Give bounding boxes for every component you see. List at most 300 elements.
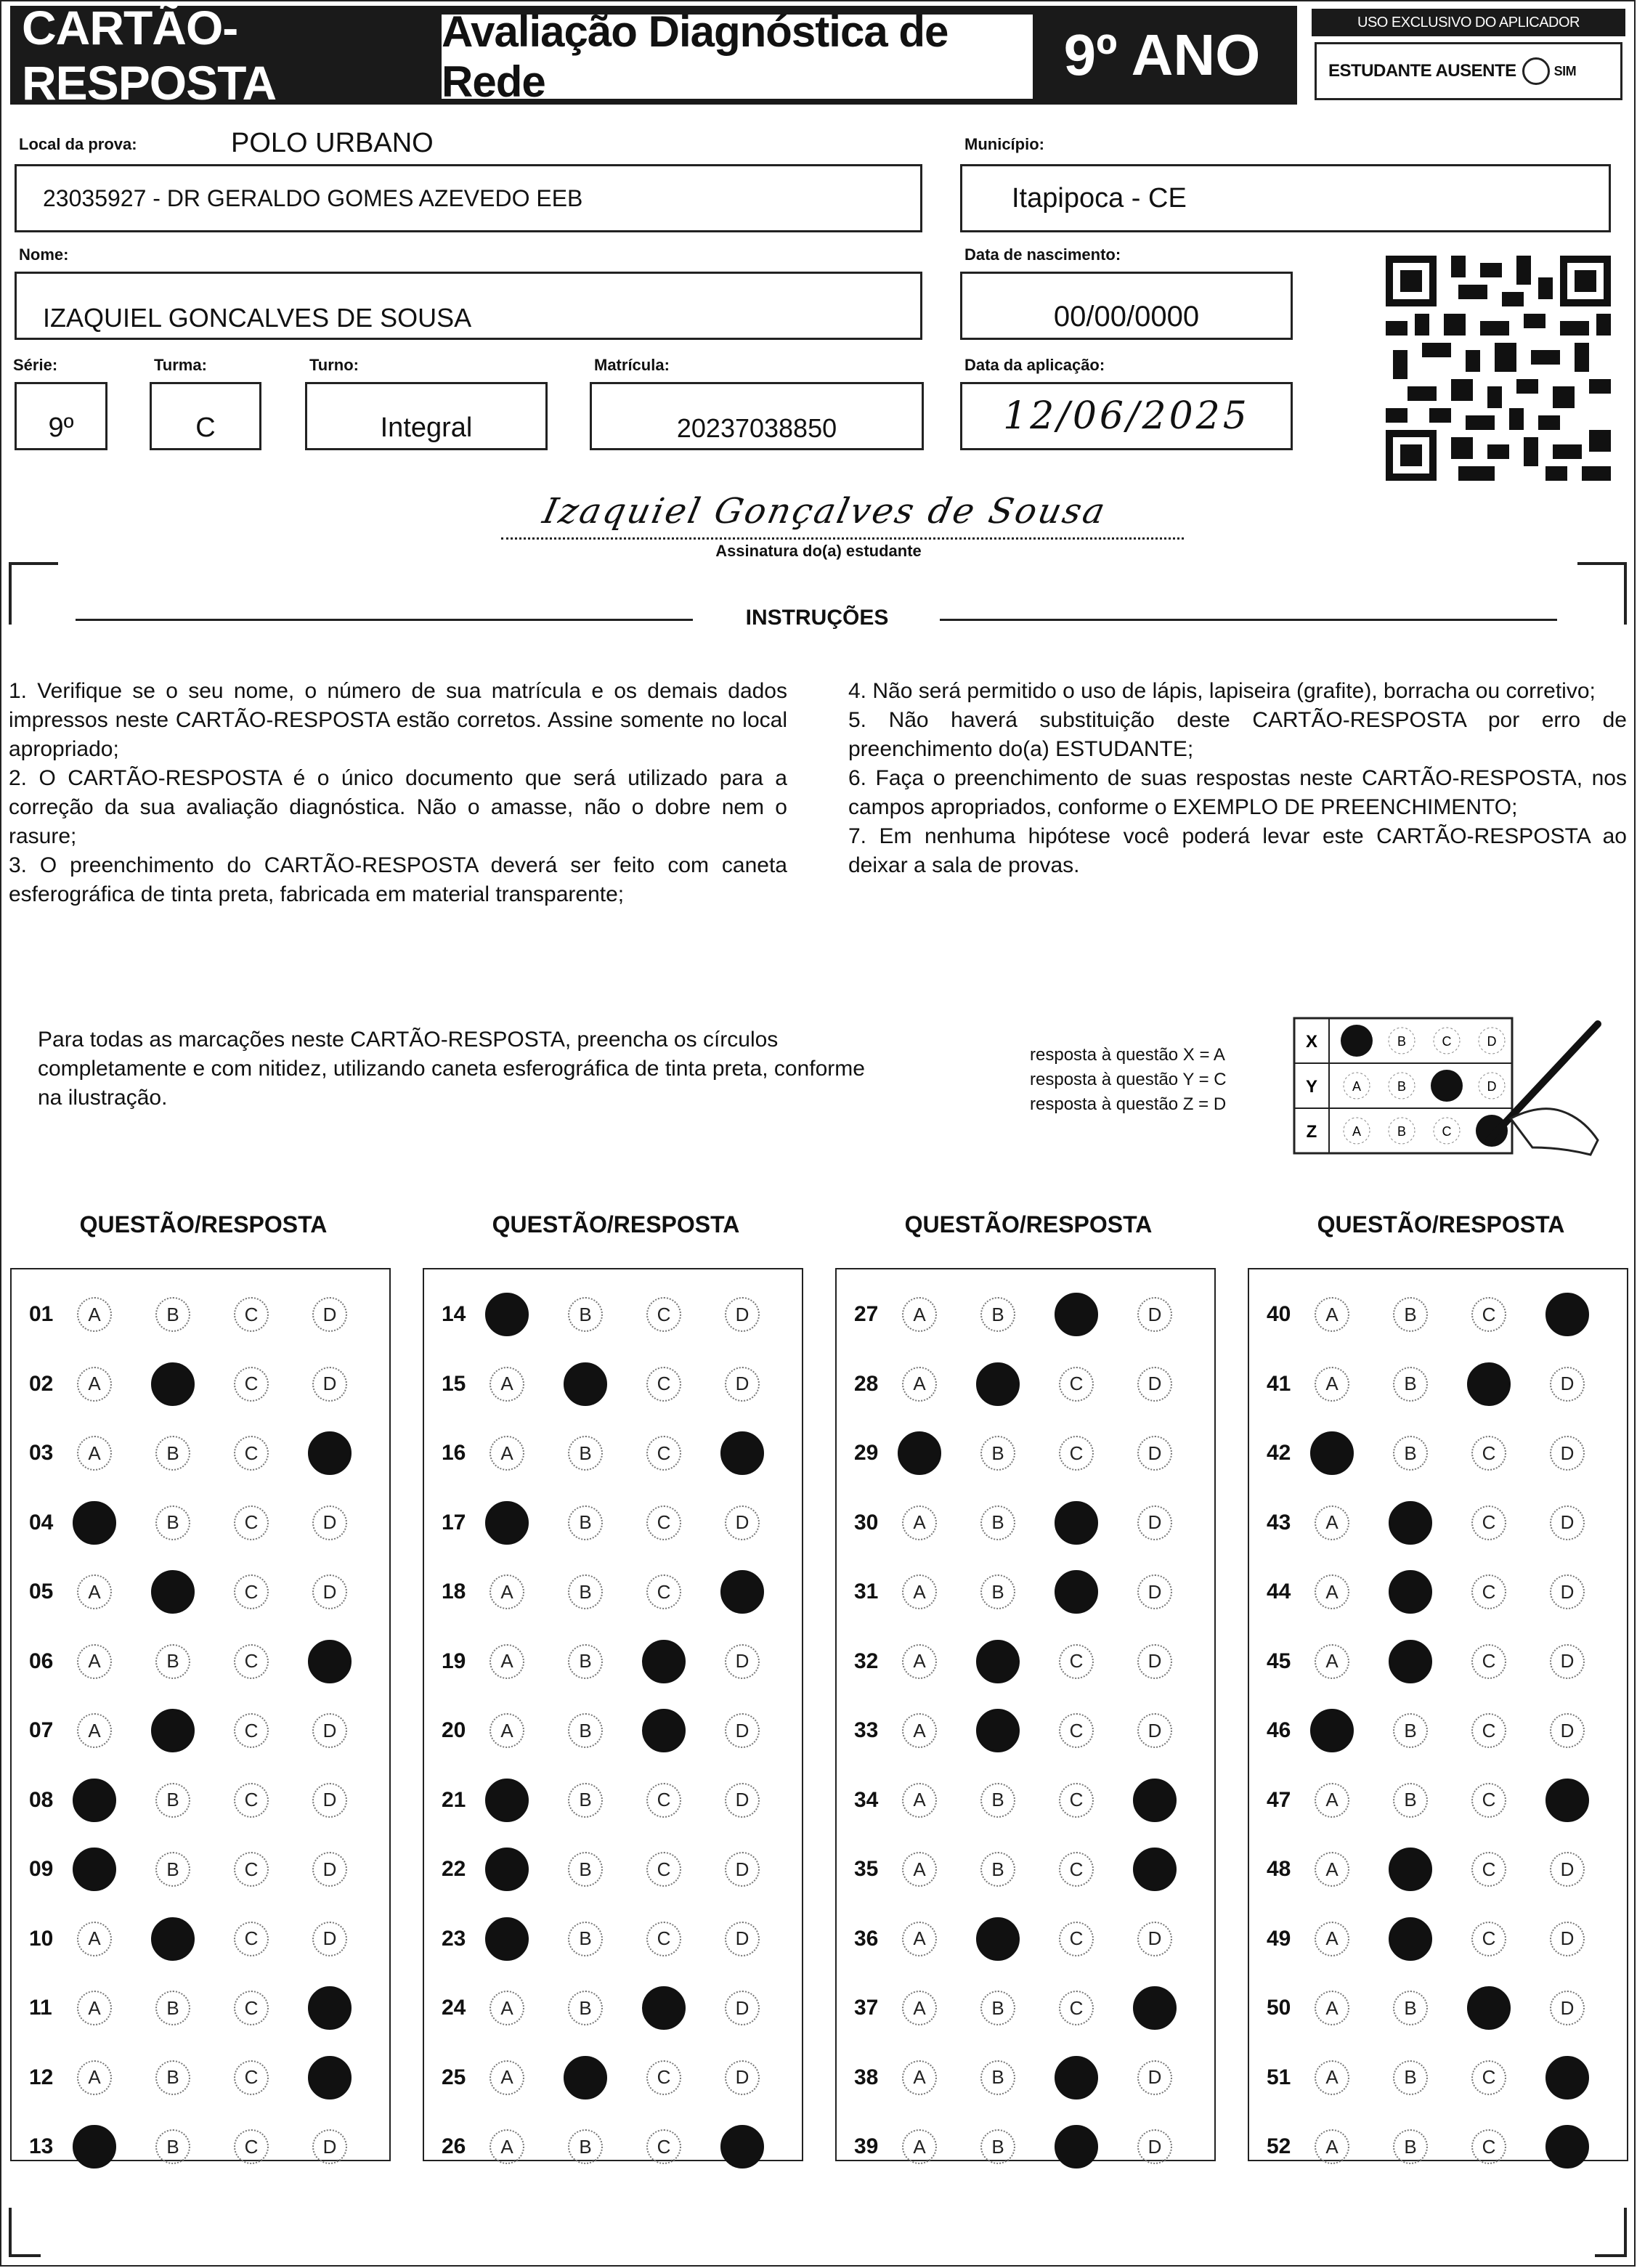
aplicacao-field[interactable]: [960, 382, 1293, 450]
answer-bubble-a[interactable]: A: [77, 1297, 112, 1332]
answer-row: [1254, 1640, 1628, 1683]
answer-row: [16, 1848, 391, 1891]
answer-bubble-c[interactable]: C: [234, 1713, 269, 1748]
answer-bubble-a[interactable]: A: [1315, 2129, 1349, 2164]
answer-bubble-b[interactable]: B: [155, 1297, 190, 1332]
question-number: 48: [1267, 1857, 1291, 1881]
answer-bubble-b[interactable]: [1389, 1917, 1432, 1961]
example-filled-bubble: [1431, 1070, 1463, 1102]
answer-bubble-a[interactable]: A: [902, 1991, 937, 2025]
turno-value: Integral: [380, 412, 473, 443]
answer-bubble-a[interactable]: A: [77, 1644, 112, 1679]
answer-bubble-a[interactable]: A: [1315, 1297, 1349, 1332]
answer-bubble-c[interactable]: C: [646, 1783, 681, 1818]
answer-row: [1254, 1293, 1628, 1336]
answer-bubble-b[interactable]: [1389, 1848, 1432, 1891]
answer-bubble-d[interactable]: D: [725, 1644, 760, 1679]
answer-bubble-d[interactable]: D: [725, 1922, 760, 1956]
question-number: 03: [29, 1441, 54, 1465]
question-number: 35: [854, 1857, 879, 1881]
answer-row: [16, 1362, 391, 1406]
answer-bubble-b[interactable]: B: [568, 1297, 603, 1332]
answer-bubble-d[interactable]: D: [725, 1713, 760, 1748]
answer-bubble-d[interactable]: D: [1137, 1922, 1172, 1956]
answer-bubble-d[interactable]: D: [1137, 1713, 1172, 1748]
question-number: 20: [442, 1718, 466, 1742]
answer-bubble-a[interactable]: A: [77, 1922, 112, 1956]
nascimento-field[interactable]: [960, 272, 1293, 340]
answer-bubble-b[interactable]: B: [1393, 2060, 1428, 2095]
answer-bubble-c[interactable]: C: [234, 1436, 269, 1471]
instruction-item: 1. Verifique se o seu nome, o número de sua matrícula e os demais dados impressos neste CARTÃO-RESPOSTA estão corretos. Assine somente no local apropriado;: [9, 679, 787, 761]
absent-box: [1315, 42, 1622, 100]
grade-year: 9º ANO: [1063, 23, 1261, 87]
answer-row: [1254, 1779, 1628, 1822]
answer-bubble-b[interactable]: B: [980, 1505, 1015, 1540]
answer-bubble-b[interactable]: [151, 1570, 195, 1614]
answer-bubble-c[interactable]: C: [646, 1367, 681, 1402]
answer-bubble-a[interactable]: A: [77, 1574, 112, 1609]
question-number: 08: [29, 1787, 54, 1812]
answer-bubble-a[interactable]: A: [1315, 1505, 1349, 1540]
answer-bubble-a[interactable]: [1310, 1431, 1354, 1475]
answer-row: [428, 1501, 803, 1545]
answer-bubble-d[interactable]: D: [725, 1505, 760, 1540]
answer-bubble-d[interactable]: D: [1550, 1852, 1585, 1887]
answer-bubble-a[interactable]: A: [902, 1922, 937, 1956]
answer-row: [16, 2125, 391, 2169]
answer-row: [1254, 1709, 1628, 1752]
answer-bubble-d[interactable]: D: [1137, 2129, 1172, 2164]
answer-bubble-d[interactable]: [308, 1431, 352, 1475]
question-number: 51: [1267, 2065, 1291, 2089]
answer-bubble-a[interactable]: A: [1315, 1922, 1349, 1956]
answer-bubble-b[interactable]: B: [568, 1852, 603, 1887]
question-number: 43: [1267, 1510, 1291, 1535]
example-option-letter: C: [1442, 1124, 1452, 1139]
answer-row: [1254, 1848, 1628, 1891]
answer-bubble-b[interactable]: B: [980, 1783, 1015, 1818]
answer-bubble-a[interactable]: [485, 1293, 529, 1336]
answer-bubble-d[interactable]: D: [1137, 2060, 1172, 2095]
answer-bubble-c[interactable]: C: [646, 1297, 681, 1332]
answer-row: [428, 1640, 803, 1683]
answer-bubble-c[interactable]: C: [234, 1852, 269, 1887]
answer-bubble-c[interactable]: C: [1471, 1644, 1506, 1679]
example-option-letter: D: [1487, 1079, 1497, 1094]
answer-bubble-c[interactable]: C: [234, 1505, 269, 1540]
question-number: 34: [854, 1787, 879, 1812]
local-label: Local da prova:: [19, 135, 137, 153]
question-number: 42: [1267, 1441, 1291, 1465]
answer-bubble-a[interactable]: A: [1315, 1852, 1349, 1887]
answer-bubble-d[interactable]: [720, 1431, 764, 1475]
answer-bubble-b[interactable]: B: [568, 1505, 603, 1540]
answer-bubble-a[interactable]: A: [77, 1991, 112, 2025]
answer-bubble-b[interactable]: B: [980, 1852, 1015, 1887]
answer-bubble-c[interactable]: C: [1471, 1574, 1506, 1609]
answer-bubble-c[interactable]: C: [1471, 2060, 1506, 2095]
municipio-value: Itapipoca - CE: [1012, 182, 1187, 214]
answer-bubble-a[interactable]: A: [902, 1297, 937, 1332]
answer-bubble-c[interactable]: C: [1471, 1852, 1506, 1887]
answer-bubble-c[interactable]: C: [646, 2060, 681, 2095]
answer-bubble-b[interactable]: [151, 1917, 195, 1961]
answer-bubble-a[interactable]: A: [1315, 1367, 1349, 1402]
answer-bubble-a[interactable]: [898, 1431, 941, 1475]
answer-bubble-b[interactable]: [976, 1362, 1020, 1406]
answer-bubble-a[interactable]: A: [902, 1852, 937, 1887]
answer-bubble-a[interactable]: A: [902, 1783, 937, 1818]
answer-bubble-d[interactable]: [1545, 1293, 1589, 1336]
answer-bubble-a[interactable]: A: [1315, 1991, 1349, 2025]
answer-bubble-b[interactable]: [564, 2056, 607, 2100]
question-number: 36: [854, 1926, 879, 1951]
school-value: 23035927 - DR GERALDO GOMES AZEVEDO EEB: [43, 184, 583, 211]
question-number: 31: [854, 1580, 879, 1604]
instructions-corner-right: [1577, 562, 1627, 625]
answer-bubble-d[interactable]: D: [1550, 1644, 1585, 1679]
answer-row: [428, 2056, 803, 2100]
answer-bubble-b[interactable]: [976, 1640, 1020, 1683]
answer-bubble-c[interactable]: C: [646, 1922, 681, 1956]
answer-bubble-c[interactable]: C: [1059, 1783, 1094, 1818]
answer-bubble-a[interactable]: A: [1315, 1574, 1349, 1609]
answer-bubble-d[interactable]: [1133, 1848, 1177, 1891]
answer-bubble-d[interactable]: D: [1137, 1367, 1172, 1402]
answer-bubble-d[interactable]: [1133, 1779, 1177, 1822]
answer-bubble-b[interactable]: B: [1393, 1436, 1428, 1471]
example-option-letter: C: [1442, 1034, 1452, 1049]
matricula-field[interactable]: [590, 382, 924, 450]
answer-bubble-b[interactable]: [1389, 1501, 1432, 1545]
answer-bubble-d[interactable]: [308, 2056, 352, 2100]
fill-instructions: Para todas as marcações neste CARTÃO-RESPOSTA, preencha os círculos completamente e com nitidez, utilizando caneta esferográfica de tinta preta, conforme na ilustração.: [38, 1028, 865, 1110]
answer-bubble-b[interactable]: B: [980, 1574, 1015, 1609]
answer-bubble-c[interactable]: [1055, 1293, 1098, 1336]
answer-row: [16, 1640, 391, 1683]
answer-bubble-c[interactable]: C: [1059, 1852, 1094, 1887]
instruction-item: 3. O preenchimento do CARTÃO-RESPOSTA deverá ser feito com caneta esferográfica de tinta preta, fabricada em material transparente;: [9, 853, 787, 906]
answer-bubble-c[interactable]: C: [1471, 1922, 1506, 1956]
answer-bubble-c[interactable]: C: [234, 1367, 269, 1402]
answer-bubble-d[interactable]: D: [312, 1574, 347, 1609]
question-number: 04: [29, 1510, 54, 1535]
aplicacao-label: Data da aplicação:: [964, 356, 1105, 374]
question-number: 27: [854, 1302, 879, 1326]
answer-bubble-b[interactable]: [564, 1362, 607, 1406]
answer-row: [16, 1570, 391, 1614]
example-labels: [1030, 1043, 1227, 1117]
answer-bubble-c[interactable]: [642, 1640, 686, 1683]
answer-bubble-d[interactable]: D: [725, 1297, 760, 1332]
answer-bubble-a[interactable]: [73, 2125, 116, 2169]
answer-bubble-c[interactable]: [1055, 1570, 1098, 1614]
instructions-corner-left: [9, 562, 58, 625]
answer-bubble-a[interactable]: A: [490, 2129, 524, 2164]
answer-bubble-d[interactable]: [1545, 2056, 1589, 2100]
answer-bubble-b[interactable]: B: [980, 1991, 1015, 2025]
answer-bubble-a[interactable]: A: [490, 1713, 524, 1748]
answer-column-header: QUESTÃO/RESPOSTA: [904, 1211, 1153, 1237]
answer-bubble-a[interactable]: A: [490, 1644, 524, 1679]
answer-bubble-b[interactable]: B: [980, 1297, 1015, 1332]
answer-bubble-c[interactable]: [642, 1986, 686, 2030]
answer-bubble-a[interactable]: A: [77, 2060, 112, 2095]
answer-bubble-b[interactable]: [151, 1362, 195, 1406]
answer-bubble-c[interactable]: C: [1471, 1297, 1506, 1332]
answer-bubble-b[interactable]: B: [568, 1783, 603, 1818]
question-number: 18: [442, 1580, 466, 1604]
instruction-item: 2. O CARTÃO-RESPOSTA é o único documento que será utilizado para a correção da sua avaliação diagnóstica. Não o amasse, não o dobre nem o rasure;: [9, 766, 787, 848]
answer-bubble-b[interactable]: [1389, 1640, 1432, 1683]
answer-bubble-b[interactable]: B: [980, 2129, 1015, 2164]
example-option-letter: B: [1397, 1079, 1407, 1094]
answer-bubble-d[interactable]: D: [312, 1367, 347, 1402]
answer-bubble-d[interactable]: D: [312, 1297, 347, 1332]
answer-bubble-b[interactable]: B: [568, 1922, 603, 1956]
turma-field[interactable]: [150, 382, 261, 450]
example-question-label: Y: [1305, 1077, 1318, 1097]
answer-bubble-c[interactable]: [642, 1709, 686, 1752]
answer-bubble-b[interactable]: B: [155, 1852, 190, 1887]
answer-bubble-c[interactable]: C: [1059, 1991, 1094, 2025]
answer-bubble-b[interactable]: B: [155, 2060, 190, 2095]
answer-row: [428, 1779, 803, 1822]
answer-bubble-a[interactable]: A: [77, 1367, 112, 1402]
answer-bubble-a[interactable]: A: [1315, 2060, 1349, 2095]
answer-bubble-a[interactable]: A: [490, 1436, 524, 1471]
answer-bubble-a[interactable]: [485, 1848, 529, 1891]
answer-bubble-a[interactable]: [485, 1501, 529, 1545]
answer-bubble-c[interactable]: C: [646, 1436, 681, 1471]
answer-bubble-a[interactable]: A: [490, 1574, 524, 1609]
answer-row: [841, 1917, 1216, 1961]
answer-bubble-a[interactable]: [73, 1779, 116, 1822]
answer-row: [1254, 1917, 1628, 1961]
absent-checkbox[interactable]: [1522, 57, 1550, 85]
answer-bubble-c[interactable]: C: [234, 1922, 269, 1956]
answer-bubble-b[interactable]: B: [155, 1991, 190, 2025]
answer-row: [841, 1501, 1216, 1545]
answer-bubble-a[interactable]: A: [902, 1367, 937, 1402]
answer-bubble-d[interactable]: [1133, 1986, 1177, 2030]
turno-field[interactable]: [305, 382, 548, 450]
answer-bubble-d[interactable]: D: [1550, 1922, 1585, 1956]
answer-bubble-b[interactable]: B: [568, 1436, 603, 1471]
answer-row: [428, 1431, 803, 1475]
answer-bubble-b[interactable]: [976, 1709, 1020, 1752]
answer-bubble-d[interactable]: D: [312, 1713, 347, 1748]
answer-bubble-b[interactable]: [151, 1709, 195, 1752]
answer-bubble-d[interactable]: D: [725, 1367, 760, 1402]
answer-bubble-a[interactable]: [73, 1501, 116, 1545]
answer-row: [428, 1570, 803, 1614]
answer-row: [16, 1709, 391, 1752]
answer-bubble-b[interactable]: B: [155, 1644, 190, 1679]
answer-bubble-c[interactable]: C: [234, 1574, 269, 1609]
answer-bubble-c[interactable]: C: [1059, 1644, 1094, 1679]
answer-bubble-d[interactable]: [720, 2125, 764, 2169]
answer-bubble-b[interactable]: B: [980, 2060, 1015, 2095]
answer-bubble-c[interactable]: [1055, 2125, 1098, 2169]
answer-bubble-c[interactable]: C: [1059, 1922, 1094, 1956]
answer-bubble-c[interactable]: C: [646, 2129, 681, 2164]
answer-bubble-a[interactable]: A: [902, 1505, 937, 1540]
answer-bubble-c[interactable]: C: [1471, 1436, 1506, 1471]
answer-bubble-d[interactable]: D: [312, 1783, 347, 1818]
answer-bubble-d[interactable]: [308, 1640, 352, 1683]
answer-bubble-a[interactable]: A: [1315, 1783, 1349, 1818]
answer-bubble-c[interactable]: C: [234, 1783, 269, 1818]
school-field[interactable]: [15, 164, 922, 232]
answer-bubble-d[interactable]: D: [1137, 1297, 1172, 1332]
answer-bubble-c[interactable]: C: [1471, 1783, 1506, 1818]
answer-bubble-d[interactable]: D: [1550, 1574, 1585, 1609]
example-label: resposta à questão X = A: [1030, 1045, 1225, 1065]
nome-label: Nome:: [19, 245, 69, 264]
answer-bubble-c[interactable]: C: [1059, 1367, 1094, 1402]
absent-option-label: SIM: [1553, 63, 1577, 78]
answer-bubble-b[interactable]: B: [155, 2129, 190, 2164]
answer-bubble-d[interactable]: D: [1137, 1505, 1172, 1540]
answer-bubble-d[interactable]: [308, 1986, 352, 2030]
answer-bubble-c[interactable]: [1055, 1501, 1098, 1545]
answer-bubble-a[interactable]: A: [902, 1574, 937, 1609]
answer-bubble-b[interactable]: B: [568, 1713, 603, 1748]
answer-bubble-a[interactable]: A: [902, 1713, 937, 1748]
answer-bubble-b[interactable]: B: [568, 2129, 603, 2164]
answer-bubble-b[interactable]: B: [568, 1644, 603, 1679]
answer-bubble-d[interactable]: D: [312, 2129, 347, 2164]
answer-bubble-d[interactable]: [720, 1570, 764, 1614]
answer-bubble-c[interactable]: C: [234, 1991, 269, 2025]
question-number: 12: [29, 2065, 54, 2089]
answer-bubble-c[interactable]: C: [234, 2060, 269, 2095]
answer-bubble-a[interactable]: A: [490, 2060, 524, 2095]
answer-row: [841, 1640, 1216, 1683]
answer-bubble-d[interactable]: [1545, 1779, 1589, 1822]
answer-bubble-a[interactable]: A: [902, 2129, 937, 2164]
example-label: resposta à questão Y = C: [1030, 1070, 1227, 1089]
answer-column-header: QUESTÃO/RESPOSTA: [492, 1211, 740, 1237]
answer-bubble-d[interactable]: D: [725, 1852, 760, 1887]
example-option-letter: A: [1352, 1124, 1362, 1139]
answer-bubble-d[interactable]: D: [312, 1505, 347, 1540]
answer-bubble-a[interactable]: A: [902, 2060, 937, 2095]
answer-bubble-b[interactable]: B: [1393, 1297, 1428, 1332]
answer-bubble-b[interactable]: B: [1393, 1367, 1428, 1402]
answer-bubble-a[interactable]: [485, 1779, 529, 1822]
answer-bubble-a[interactable]: A: [490, 1991, 524, 2025]
answer-bubble-d[interactable]: D: [1137, 1574, 1172, 1609]
question-number: 21: [442, 1787, 466, 1812]
answer-row: [428, 1848, 803, 1891]
answer-bubble-b[interactable]: B: [980, 1436, 1015, 1471]
question-number: 23: [442, 1926, 466, 1951]
answer-bubble-a[interactable]: [485, 1917, 529, 1961]
answer-bubble-b[interactable]: B: [155, 1436, 190, 1471]
answer-bubble-a[interactable]: A: [77, 1713, 112, 1748]
answer-bubble-c[interactable]: C: [1471, 1505, 1506, 1540]
answer-column-header: QUESTÃO/RESPOSTA: [79, 1211, 328, 1237]
answer-bubble-c[interactable]: C: [646, 1505, 681, 1540]
answer-bubble-b[interactable]: B: [1393, 1991, 1428, 2025]
answer-bubble-b[interactable]: B: [568, 1574, 603, 1609]
answer-bubble-d[interactable]: D: [1550, 1436, 1585, 1471]
answer-bubble-b[interactable]: B: [1393, 1713, 1428, 1748]
answer-bubble-c[interactable]: C: [1059, 1713, 1094, 1748]
answer-bubble-d[interactable]: D: [1137, 1436, 1172, 1471]
nome-field[interactable]: [15, 272, 922, 340]
answer-bubble-a[interactable]: A: [902, 1644, 937, 1679]
answer-bubble-c[interactable]: C: [1471, 1713, 1506, 1748]
answer-bubble-a[interactable]: A: [1315, 1644, 1349, 1679]
answer-bubble-d[interactable]: D: [1550, 1991, 1585, 2025]
answer-bubble-b[interactable]: B: [155, 1505, 190, 1540]
answer-bubble-a[interactable]: A: [77, 1436, 112, 1471]
answer-bubble-a[interactable]: [73, 1848, 116, 1891]
answer-row: [841, 1362, 1216, 1406]
answer-bubble-c[interactable]: C: [234, 2129, 269, 2164]
answer-bubble-b[interactable]: B: [568, 1991, 603, 2025]
turma-value: C: [195, 412, 216, 443]
answer-bubble-c[interactable]: C: [646, 1852, 681, 1887]
answer-bubble-d[interactable]: D: [1550, 1505, 1585, 1540]
question-number: 52: [1267, 2134, 1291, 2158]
answer-bubble-b[interactable]: B: [1393, 1783, 1428, 1818]
answer-bubble-b[interactable]: [976, 1917, 1020, 1961]
answer-bubble-a[interactable]: [1310, 1709, 1354, 1752]
question-number: 09: [29, 1857, 54, 1881]
answer-bubble-c[interactable]: [1055, 2056, 1098, 2100]
question-number: 13: [29, 2134, 54, 2158]
matricula-label: Matrícula:: [594, 356, 670, 374]
answer-bubble-a[interactable]: A: [490, 1367, 524, 1402]
answer-bubble-b[interactable]: [1389, 1570, 1432, 1614]
municipio-field[interactable]: [960, 164, 1611, 232]
serie-value: 9º: [48, 412, 74, 443]
answer-bubble-c[interactable]: C: [234, 1644, 269, 1679]
answer-bubble-d[interactable]: D: [1137, 1644, 1172, 1679]
student-signature: Izaquiel Gonçalves de Sousa: [539, 491, 1111, 532]
answer-bubble-c[interactable]: C: [1471, 2129, 1506, 2164]
answer-row: [428, 1709, 803, 1752]
answer-bubble-d[interactable]: D: [312, 1922, 347, 1956]
nascimento-label: Data de nascimento:: [964, 245, 1121, 264]
answer-row: [841, 2125, 1216, 2169]
answer-bubble-d[interactable]: [1545, 2125, 1589, 2169]
answer-bubble-c[interactable]: C: [646, 1574, 681, 1609]
answer-bubble-c[interactable]: C: [234, 1297, 269, 1332]
answer-bubble-c[interactable]: C: [1059, 1436, 1094, 1471]
answer-bubble-d[interactable]: D: [725, 1783, 760, 1818]
answer-bubble-d[interactable]: D: [1550, 1713, 1585, 1748]
answer-bubble-d[interactable]: D: [312, 1852, 347, 1887]
answer-row: [16, 2056, 391, 2100]
answer-bubble-b[interactable]: B: [1393, 2129, 1428, 2164]
answer-bubble-d[interactable]: D: [725, 2060, 760, 2095]
answer-row: [841, 2056, 1216, 2100]
question-number: 26: [442, 2134, 466, 2158]
answer-bubble-c[interactable]: [1467, 1362, 1511, 1406]
answer-bubble-c[interactable]: [1467, 1986, 1511, 2030]
serie-field[interactable]: [15, 382, 107, 450]
answer-bubble-b[interactable]: B: [155, 1783, 190, 1818]
example-question-label: X: [1305, 1032, 1318, 1052]
answer-bubble-d[interactable]: D: [725, 1991, 760, 2025]
answer-bubble-d[interactable]: D: [1550, 1367, 1585, 1402]
